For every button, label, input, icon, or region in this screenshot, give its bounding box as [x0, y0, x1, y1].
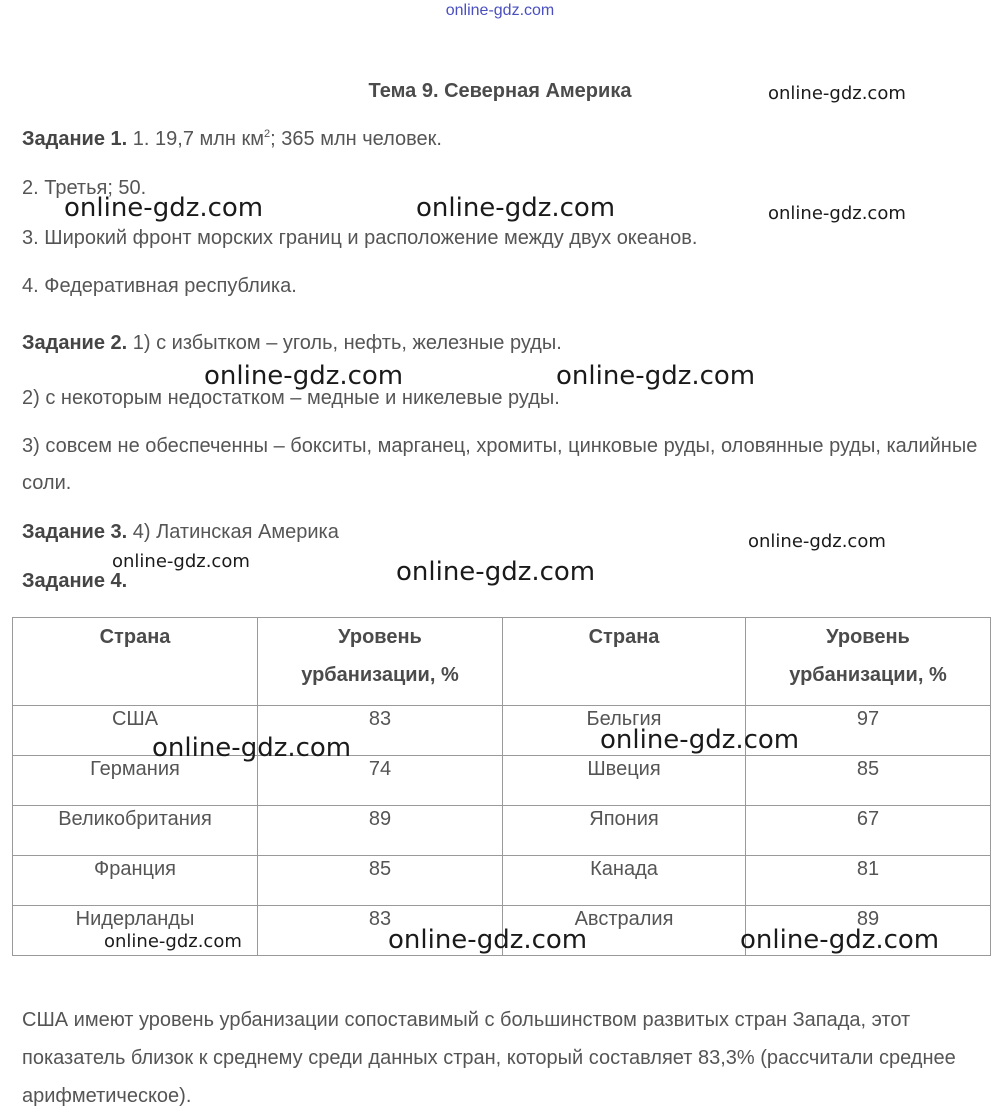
table-cell-value: 67	[746, 806, 991, 856]
table-row	[13, 806, 991, 856]
table-header-urbanization: Уровень урбанизации, %	[746, 618, 991, 706]
watermark: online-gdz.com	[416, 193, 616, 223]
watermark: online-gdz.com	[600, 725, 800, 755]
table-cell-value: 89	[258, 806, 503, 856]
watermark: online-gdz.com	[388, 925, 588, 955]
urbanization-table	[12, 617, 991, 956]
task1-item1-sup: 2	[264, 128, 271, 140]
table-cell-country: Швеция	[503, 756, 746, 806]
watermark: online-gdz.com	[768, 203, 906, 224]
task2-item3: 3) совсем не обеспеченны – бокситы, марганец, хромиты, цинковые руды, оловянные руды, калийные соли.	[22, 435, 978, 494]
table-cell-value: 85	[746, 756, 991, 806]
table-cell-country: Великобритания	[13, 806, 258, 856]
watermark: online-gdz.com	[112, 551, 250, 572]
task4-line	[22, 570, 127, 593]
task1-item1-rest: ; 365 млн человек.	[270, 128, 442, 150]
task3-answer: 4) Латинская Америка	[132, 521, 339, 543]
watermark: online-gdz.com	[556, 361, 756, 391]
table-row	[13, 756, 991, 806]
task1-item4: 4. Федеративная республика.	[22, 275, 297, 297]
table-cell-country: Япония	[503, 806, 746, 856]
task1-item3: 3. Широкий фронт морских границ и расположение между двух океанов.	[22, 227, 698, 249]
table-cell-value: 83	[258, 706, 503, 756]
table-cell-country: Франция	[13, 856, 258, 906]
table-row	[13, 856, 991, 906]
task2-item2: 2) с некоторым недостатком – медные и никелевые руды.	[22, 387, 560, 409]
task2-line1	[22, 332, 562, 355]
watermark: online-gdz.com	[740, 925, 940, 955]
task2-item1: 1) с избытком – уголь, нефть, железные руды.	[132, 332, 562, 354]
table-header-country: Страна	[503, 618, 746, 706]
table-cell-country: США	[13, 706, 258, 756]
table-cell-value: 81	[746, 856, 991, 906]
table-cell-value: 83	[258, 906, 503, 956]
table-cell-country: Германия	[13, 756, 258, 806]
task3-label: Задание 3.	[22, 521, 128, 543]
table-header-urbanization: Уровень урбанизации, %	[258, 618, 503, 706]
watermark: online-gdz.com	[768, 83, 906, 104]
table-cell-country: Нидерланды	[13, 906, 258, 956]
task4-conclusion: США имеют уровень урбанизации сопоставимый с большинством развитых стран Запада, этот показатель близок к среднему среди данных стран, который составляет 83,3% (рассчитали среднее арифметическое).	[22, 1009, 956, 1107]
task3-line	[22, 521, 339, 544]
header-site-link[interactable]: online-gdz.com	[445, 2, 555, 19]
task4-label: Задание 4.	[22, 570, 128, 592]
watermark: online-gdz.com	[396, 557, 596, 587]
watermark: online-gdz.com	[64, 193, 264, 223]
table-header-row	[13, 618, 991, 706]
task1-item1: 1. 19,7 млн км	[132, 128, 265, 150]
watermark: online-gdz.com	[748, 531, 886, 552]
table-header-country: Страна	[13, 618, 258, 706]
watermark: online-gdz.com	[204, 361, 404, 391]
table-cell-country: Канада	[503, 856, 746, 906]
task1-item2: 2. Третья; 50.	[22, 177, 147, 199]
table-cell-country: Австралия	[503, 906, 746, 956]
table-cell-value: 85	[258, 856, 503, 906]
page-title: Тема 9. Северная Америка	[368, 80, 632, 102]
task2-label: Задание 2.	[22, 332, 128, 354]
task1-line1	[22, 128, 442, 151]
table-cell-value: 74	[258, 756, 503, 806]
table-cell-country: Бельгия	[503, 706, 746, 756]
watermark: online-gdz.com	[104, 931, 242, 952]
task1-label: Задание 1.	[22, 128, 128, 150]
table-cell-value: 89	[746, 906, 991, 956]
watermark: online-gdz.com	[152, 733, 352, 763]
table-cell-value: 97	[746, 706, 991, 756]
